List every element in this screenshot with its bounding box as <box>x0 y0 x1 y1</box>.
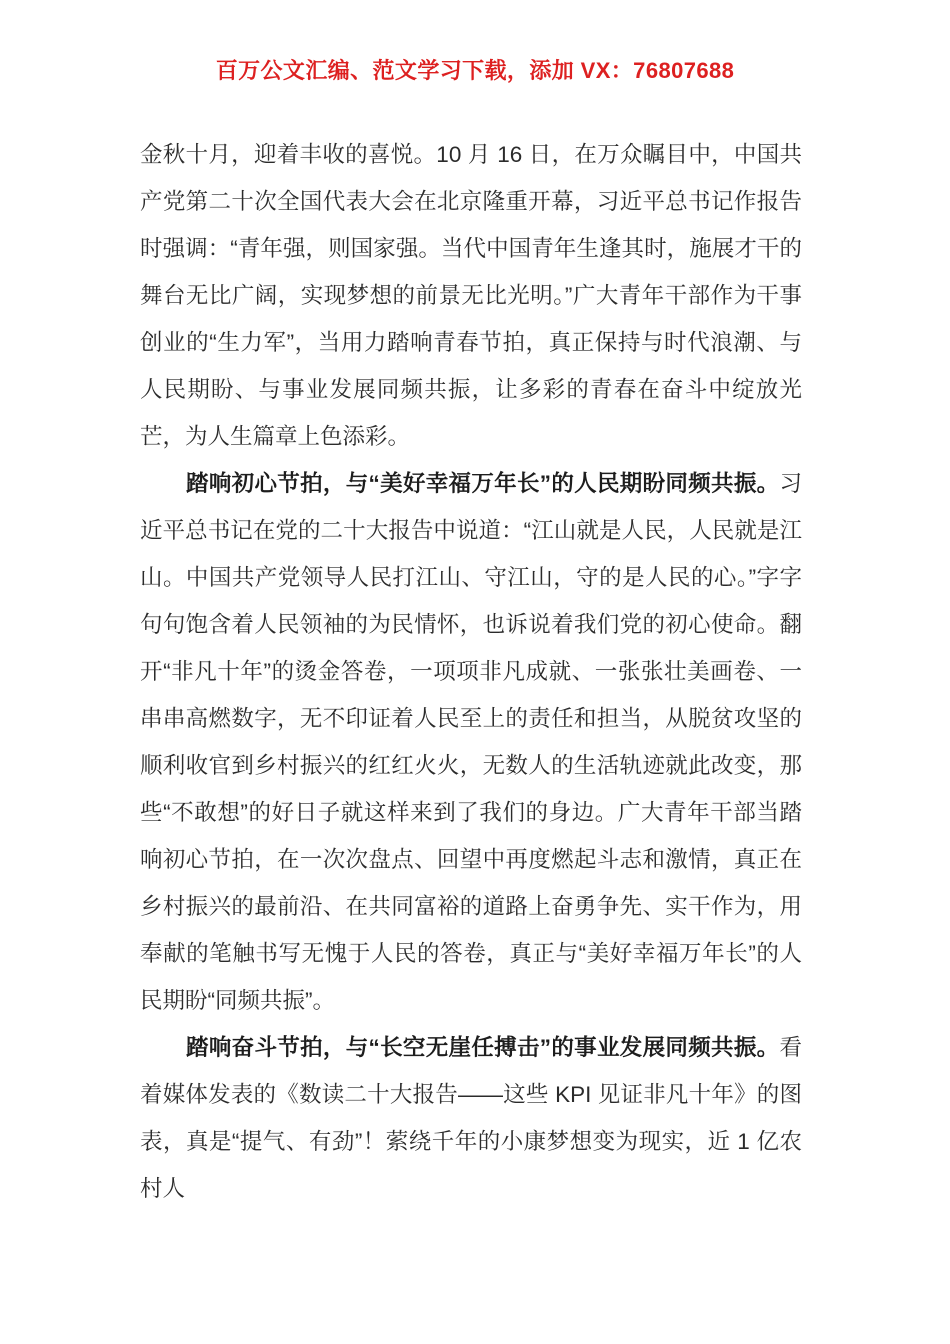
paragraph-2-lead: 踏响初心节拍，与“美好幸福万年长”的人民期盼同频共振。 <box>186 471 780 496</box>
paragraph-1 <box>140 131 802 460</box>
paragraph-3-lead: 踏响奋斗节拍，与“长空无崖任搏击”的事业发展同频共振。 <box>186 1035 780 1060</box>
paragraph-3-text: 看着媒体发表的《数读二十大报告——这些 KPI 见证非凡十年》的图表，真是“提气、有劲”！萦绕千年的小康梦想变为现实，近 1 亿农村人 <box>140 1035 802 1201</box>
paragraph-1-text: 金秋十月，迎着丰收的喜悦。10 月 16 日，在万众瞩目中，中国共产党第二十次全国代表大会在北京隆重开幕，习近平总书记作报告时强调：“青年强，则国家强。当代中国青年生逢其时，施展才干的舞台无比广阔，实现梦想的前景无比光明。”广大青年干部作为干事创业的“生力军”，当用力踏响青春节拍，真正保持与时代浪潮、与人民期盼、与事业发展同频共振，让多彩的青春在奋斗中绽放光芒，为人生篇章上色添彩。 <box>140 142 802 449</box>
document-body <box>140 131 802 1212</box>
paragraph-2 <box>140 460 802 1024</box>
promo-header-text: 百万公文汇编、范文学习下载，添加 VX：76807688 <box>215 58 735 83</box>
paragraph-2-text: 习近平总书记在党的二十大报告中说道：“江山就是人民，人民就是江山。中国共产党领导人民打江山、守江山，守的是人民的心。”字字句句饱含着人民领袖的为民情怀，也诉说着我们党的初心使命。翻开“非凡十年”的烫金答卷，一项项非凡成就、一张张壮美画卷、一串串高燃数字，无不印证着人民至上的责任和担当，从脱贫攻坚的顺利收官到乡村振兴的红红火火，无数人的生活轨迹就此改变，那些“不敢想”的好日子就这样来到了我们的身边。广大青年干部当踏响初心节拍，在一次次盘点、回望中再度燃起斗志和激情，真正在乡村振兴的最前沿、在共同富裕的道路上奋勇争先、实干作为，用奉献的笔触书写无愧于人民的答卷，真正与“美好幸福万年长”的人民期盼“同频共振”。 <box>140 471 802 1013</box>
paragraph-3 <box>140 1024 802 1212</box>
